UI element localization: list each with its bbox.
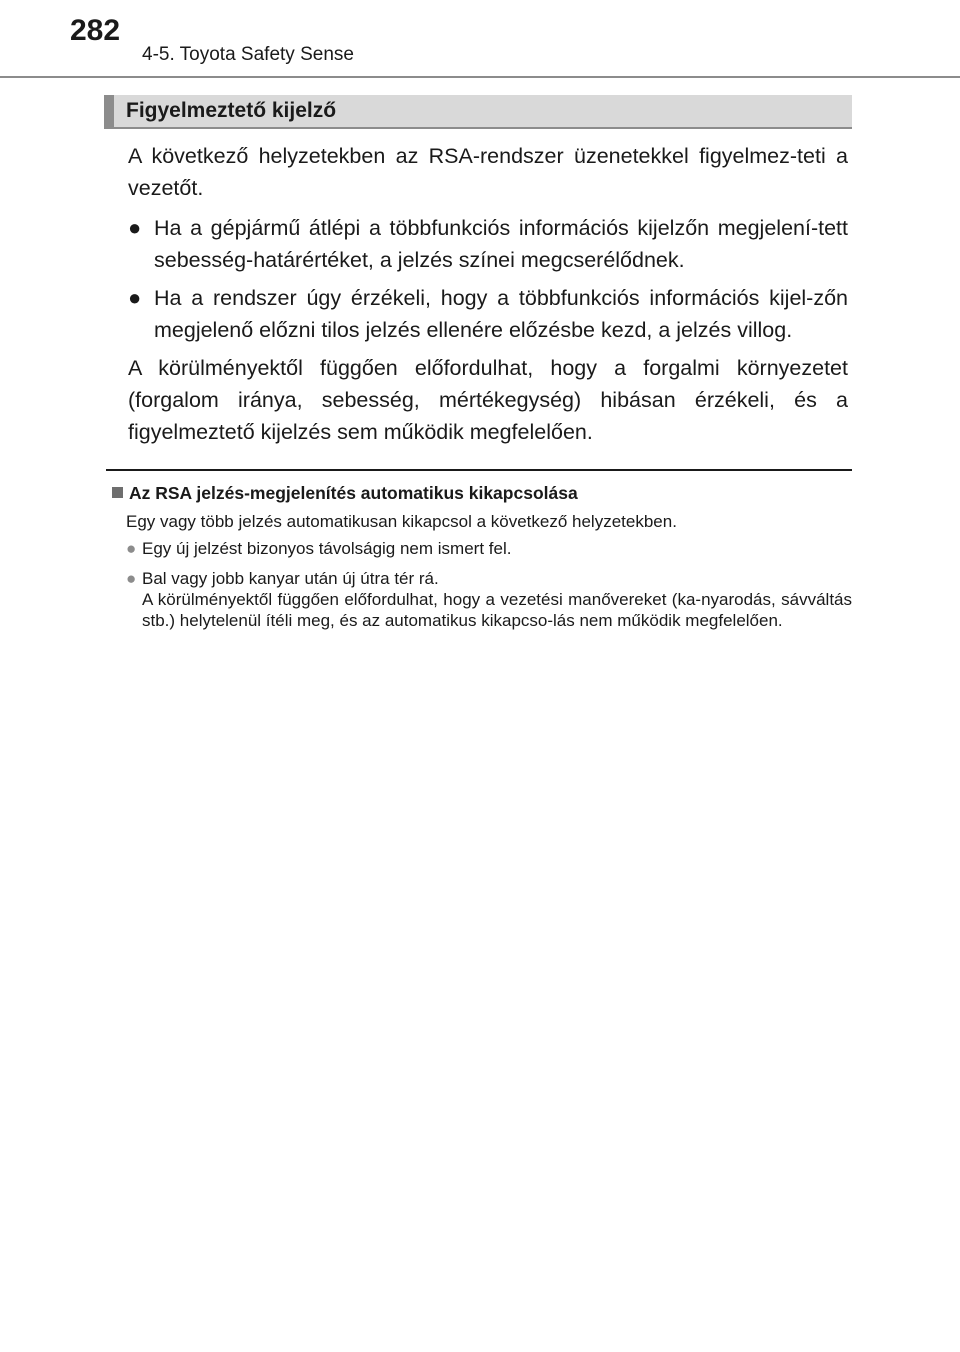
list-item-text: Ha a rendszer úgy érzékeli, hogy a többfunkciós információs kijel-zőn megjelenő előzni tilos jelzés ellenére előzésbe kezd, a jelzés villog. (154, 286, 848, 342)
section-divider (106, 469, 852, 471)
section-heading (104, 95, 852, 129)
page-number: 282 (70, 14, 121, 47)
gray-circle-icon: ● (126, 539, 137, 558)
section-title: Figyelmeztető kijelző (126, 99, 337, 122)
header-rule (0, 76, 960, 78)
note-list (112, 538, 852, 631)
list-item (126, 568, 852, 631)
note-title (112, 483, 852, 504)
list-item-text: Ha a gépjármű átlépi a többfunkciós információs kijelzőn megjelení-tett sebesség-határértéket, a jelzés színei megcserélődnek. (154, 216, 848, 272)
list-item-text: Egy új jelzést bizonyos távolságig nem ismert fel. (142, 539, 512, 558)
list-item (128, 282, 848, 346)
list-item-text: Bal vagy jobb kanyar után új útra tér rá. (142, 569, 439, 588)
running-header: 4-5. Toyota Safety Sense (142, 44, 354, 65)
list-item-detail: A körülményektől függően előfordulhat, hogy a vezetési manővereket (ka-nyarodás, sávváltás stb.) helytelenül ítéli meg, és az automatikus kikapcso-lás nem működik megfelelően. (142, 590, 852, 630)
section-body (128, 140, 848, 456)
black-circle-icon: ● (128, 215, 142, 240)
note-block (112, 483, 852, 640)
warning-bullet-list (128, 212, 848, 346)
list-item (126, 538, 852, 559)
gray-circle-icon: ● (126, 569, 137, 588)
heading-accent-bar (104, 95, 114, 127)
gray-square-icon (112, 487, 123, 498)
intro-paragraph: A következő helyzetekben az RSA-rendszer üzenetekkel figyelmez-teti a vezetőt. (128, 144, 848, 200)
black-circle-icon: ● (128, 285, 142, 310)
list-item (128, 212, 848, 276)
closing-paragraph: A körülményektől függően előfordulhat, hogy a forgalmi környezetet (forgalom iránya, sebesség, mértékegység) hibásan érzékeli, és a figyelmeztető kijelzés sem működik megfelelően. (128, 356, 848, 444)
note-title-text: Az RSA jelzés-megjelenítés automatikus kikapcsolása (129, 483, 578, 503)
note-intro: Egy vagy több jelzés automatikusan kikapcsol a következő helyzetekben. (126, 512, 677, 531)
